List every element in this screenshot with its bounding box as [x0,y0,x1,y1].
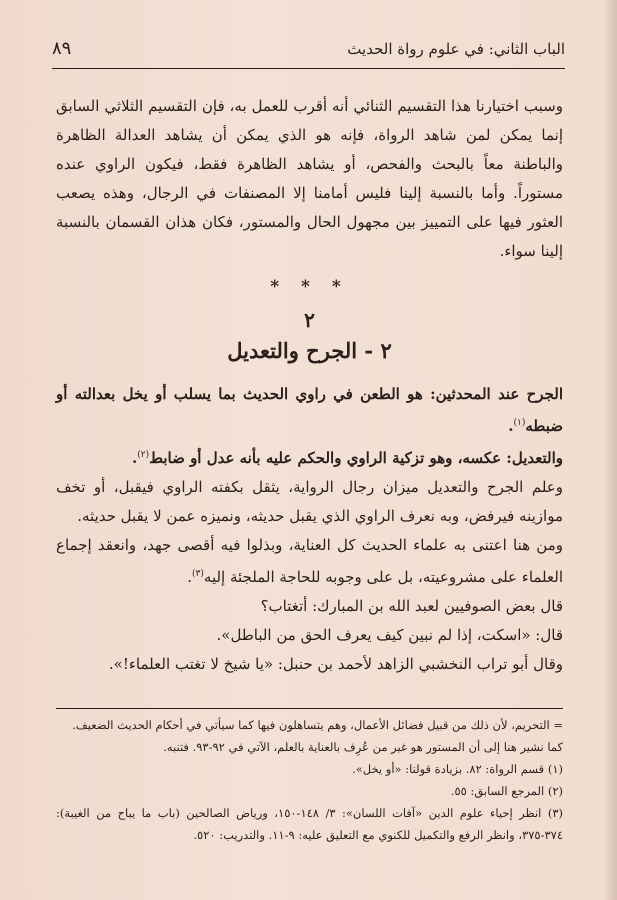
footnote-continuation-1: = التحريم، لأن ذلك من قبيل فضائل الأعمال، وهم يتساهلون فيها كما سيأتي في أحكام الحديث الضعيف. [72,718,563,732]
footnote-continuation-2: كما نشير هنا إلى أن المستور هو غير من عُرِف بالعناية بالعلم، الآتي في ٩٢-٩٣. فتنبه. [163,740,563,754]
section-ornament: * * * [270,277,349,297]
spine-shadow [603,0,617,900]
body-paragraph-2: ومن هنا اعتنى به علماء الحديث كل العناية، وبذلوا فيه أقصى جهد، وانعقد إجماع العلماء على مشروعيته، بل على وجوبه للحاجة الملجئة إليه$^{(٣)}$. [56,536,563,586]
body-paragraph-1: وعلم الجرح والتعديل ميزان رجال الرواية، يثقل بكفته الراوي فيقبل، أو تخف موازينه فيرفض، وبه نعرف الراوي الذي يقبل حديثه، ونميزه عمن لا يقبل حديثه. [56,478,563,525]
footnotes [56,714,563,846]
tadil-definition-text: والتعديل: عكسه، وهو تزكية الراوي والحكم عليه بأنه عدل أو ضابط [149,449,563,467]
footnote-3: (٣) انظر إحياء علوم الدين «آفات اللسان»: ٣/ ١٤٨-١٥٠، ورياض الصالحين (باب ما يباح من الغيبة): ٣٧٤-٣٧٥، وانظر الرفع والتكميل للكنوي مع التعليق عليه: ٩-١١. والتدريب: ٥٢٠. [56,806,564,842]
footnote-1: (١) قسم الرواة: ٨٢. بزيادة قولنا: «أو يخل». [352,762,563,776]
section-number: ٢ [304,308,315,332]
jarh-definition: الجرح عند المحدثين: هو الطعن في راوي الحديث بما يسلب أو يخل بعدالته أو ضبطه$^{(١)}$. [56,385,563,435]
tadil-definition: والتعديل: عكسه، وهو تزكية الراوي والحكم عليه بأنه عدل أو ضابط$^{(٢)}$. [132,449,563,467]
footnote-ref-3[interactable]: (٣) [192,569,204,579]
footnote-separator [56,708,563,709]
footnote-2: (٢) المرجع السابق: ٥٥. [450,784,563,798]
page-number: ٨٩ [52,38,72,59]
intro-paragraph: وسبب اختيارنا هذا التقسيم الثنائي أنه أقرب للعمل به، فإن التقسيم الثلاثي السابق إنما يمكن لمن شاهد الرواة، فإنه هو الذي يمكن أن يشاهد العدالة الظاهرة والباطنة معاً بالبحث والفحص، أو يشاهد الظاهرة فقط، فيكون الراوي عنده مستوراً. وأما بالنسبة إلينا فليس أمامنا إلا المصنفات في الرجال، وهذه يصعب العثور فيها على التمييز بين مجهول الحال والمستور، فكان هذان القسمان بالنسبة إلينا سواء. [56,97,563,260]
body-paragraph-2-text: ومن هنا اعتنى به علماء الحديث كل العناية، وبذلوا فيه أقصى جهد، وانعقد إجماع العلماء على مشروعيته، بل على وجوبه للحاجة الملجئة إليه [56,536,563,586]
main-text [56,92,563,679]
section-title: ٢ - الجرح والتعديل [227,338,392,363]
header-rule [52,68,565,69]
running-header [52,38,565,66]
chapter-title: الباب الثاني: في علوم رواة الحديث [347,40,565,58]
footnote-ref-2[interactable]: (٢) [137,450,150,460]
body-paragraph-5: وقال أبو تراب النخشبي الزاهد لأحمد بن حنبل: «يا شيخ لا تغتب العلماء!». [108,655,563,673]
footnote-ref-1[interactable]: (١) [513,418,526,428]
body-paragraph-4: قال: «اسكت، إذا لم نبين كيف يعرف الحق من الباطل». [216,626,563,644]
jarh-definition-text: الجرح عند المحدثين: هو الطعن في راوي الحديث بما يسلب أو يخل بعدالته أو ضبطه [56,385,563,435]
body-paragraph-3: قال بعض الصوفيين لعبد الله بن المبارك: أتغتاب؟ [260,597,563,615]
